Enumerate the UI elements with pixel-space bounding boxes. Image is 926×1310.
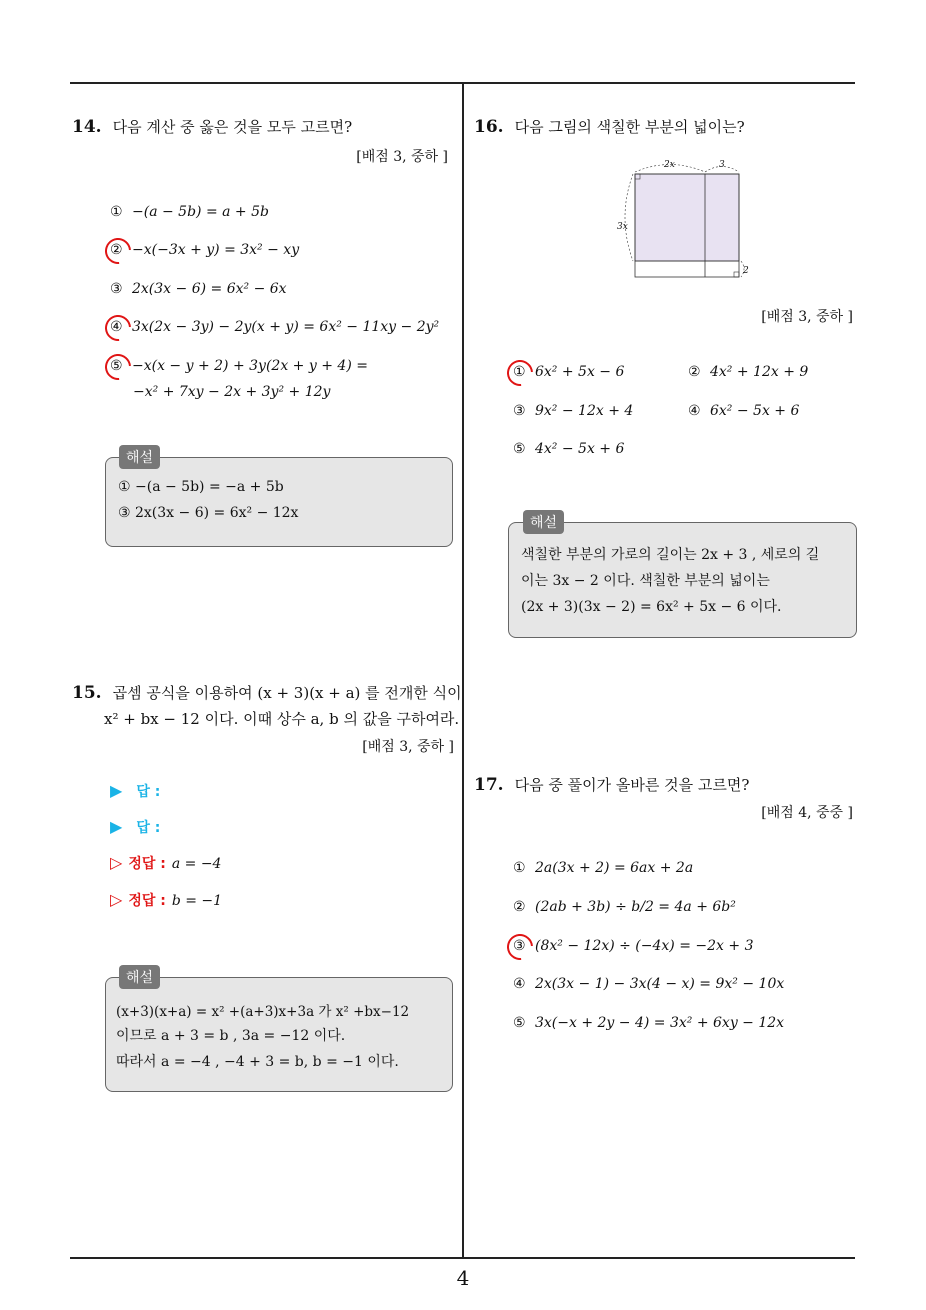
label-3x: 3x	[617, 222, 628, 232]
right-angle-bottom-right	[734, 272, 739, 277]
q17-number: 17.	[474, 775, 504, 795]
q14-meta: [배점 3, 중하 ]	[356, 149, 448, 165]
q16-choice-5[interactable]: ⑤ 4x² − 5x + 6	[513, 441, 625, 457]
q16-question	[474, 116, 745, 137]
label-3: 3	[719, 160, 725, 170]
q15-solution-line-1: (x+3)(x+a) = x² +(a+3)x+3a 가 x² +bx−12	[116, 1004, 410, 1020]
q14-solution-tag: 해설	[119, 445, 160, 469]
label-2: 2	[743, 266, 749, 276]
q14-choice-1[interactable]: ① −(a − 5b) = a + 5b	[110, 204, 269, 220]
correct-arrow-icon: ▷	[110, 853, 123, 872]
q17-choice-3[interactable]: ③ (8x² − 12x) ÷ (−4x) = −2x + 3	[513, 938, 754, 954]
q15-answer-2[interactable]: ▶ 답 :	[110, 817, 161, 836]
q17-choice-4[interactable]: ④ 2x(3x − 1) − 3x(4 − x) = 9x² − 10x	[513, 976, 785, 992]
q14-question	[72, 116, 352, 137]
q15-meta: [배점 3, 중하 ]	[362, 739, 454, 755]
q16-choice-3[interactable]: ③ 9x² − 12x + 4	[513, 403, 634, 419]
q15-solution-tag: 해설	[119, 965, 160, 989]
q17-choice-2[interactable]: ② (2ab + 3b) ÷ b/2 = 4a + 6b²	[513, 899, 736, 915]
q15-text-2: x² + bx − 12 이다. 이때 상수 a, b 의 값을 구하여라.	[104, 710, 460, 728]
q15-number: 15.	[72, 683, 102, 703]
q16-solution-line-1: 색칠한 부분의 가로의 길이는 2x + 3 , 세로의 길	[521, 547, 820, 563]
q14-solution-line-2: ③ 2x(3x − 6) = 6x² − 12x	[118, 505, 299, 521]
q16-number: 16.	[474, 117, 504, 137]
q15-text-1: 곱셈 공식을 이용하여 (x + 3)(x + a) 를 전개한 식이	[112, 684, 462, 702]
label-2x: 2x	[664, 160, 675, 170]
q14-choice-2[interactable]: ② −x(−3x + y) = 3x² − xy	[110, 242, 300, 258]
q14-choice-4[interactable]: ④ 3x(2x − 3y) − 2y(x + y) = 6x² − 11xy − 2y²	[110, 319, 440, 335]
shaded-region	[635, 174, 739, 261]
q17-choice-1[interactable]: ① 2a(3x + 2) = 6ax + 2a	[513, 860, 694, 876]
q17-choice-5[interactable]: ⑤ 3x(−x + 2y − 4) = 3x² + 6xy − 12x	[513, 1015, 785, 1031]
q16-choice-4[interactable]: ④ 6x² − 5x + 6	[688, 403, 800, 419]
q17-text: 다음 중 풀이가 올바른 것을 고르면?	[514, 776, 750, 794]
q14-choice-5-line2: −x² + 7xy − 2x + 3y² + 12y	[133, 384, 331, 400]
correct-arrow-icon: ▷	[110, 890, 123, 909]
q14-text: 다음 계산 중 옳은 것을 모두 고르면?	[112, 118, 353, 136]
q15-correct-2: ▷ 정답 : b = −1	[110, 890, 223, 909]
answer-arrow-icon: ▶	[110, 781, 123, 800]
q15-solution-line-3: 따라서 a = −4 , −4 + 3 = b, b = −1 이다.	[116, 1054, 399, 1070]
q16-solution-line-3: (2x + 3)(3x − 2) = 6x² + 5x − 6 이다.	[521, 599, 782, 615]
q14-choice-5[interactable]: ⑤ −x(x − y + 2) + 3y(2x + y + 4) =	[110, 358, 368, 374]
q16-solution-line-2: 이는 3x − 2 이다. 색칠한 부분의 넓이는	[521, 573, 770, 589]
q17-meta: [배점 4, 중중 ]	[761, 805, 853, 821]
page-number: 4	[456, 1266, 470, 1290]
q14-solution-line-1: ① −(a − 5b) = −a + 5b	[118, 479, 284, 495]
q16-solution-tag: 해설	[523, 510, 564, 534]
q15-answer-1[interactable]: ▶ 답 :	[110, 781, 161, 800]
answer-arrow-icon: ▶	[110, 817, 123, 836]
q16-choice-2[interactable]: ② 4x² + 12x + 9	[688, 364, 809, 380]
column-divider	[462, 82, 464, 1258]
q15-correct-1: ▷ 정답 : a = −4	[110, 853, 222, 872]
q16-meta: [배점 3, 중하 ]	[761, 309, 853, 325]
q16-text: 다음 그림의 색칠한 부분의 넓이는?	[514, 118, 745, 136]
q16-choice-1[interactable]: ① 6x² + 5x − 6	[513, 364, 625, 380]
dim-arc-left	[625, 174, 633, 261]
q16-figure	[612, 155, 757, 285]
q17-question	[474, 774, 749, 795]
q14-solution-box	[105, 457, 453, 547]
q14-choice-3[interactable]: ③ 2x(3x − 6) = 6x² − 6x	[110, 281, 287, 297]
q15-solution-line-2: 이므로 a + 3 = b , 3a = −12 이다.	[116, 1028, 346, 1044]
q14-number: 14.	[72, 117, 102, 137]
q15-question	[72, 682, 462, 703]
